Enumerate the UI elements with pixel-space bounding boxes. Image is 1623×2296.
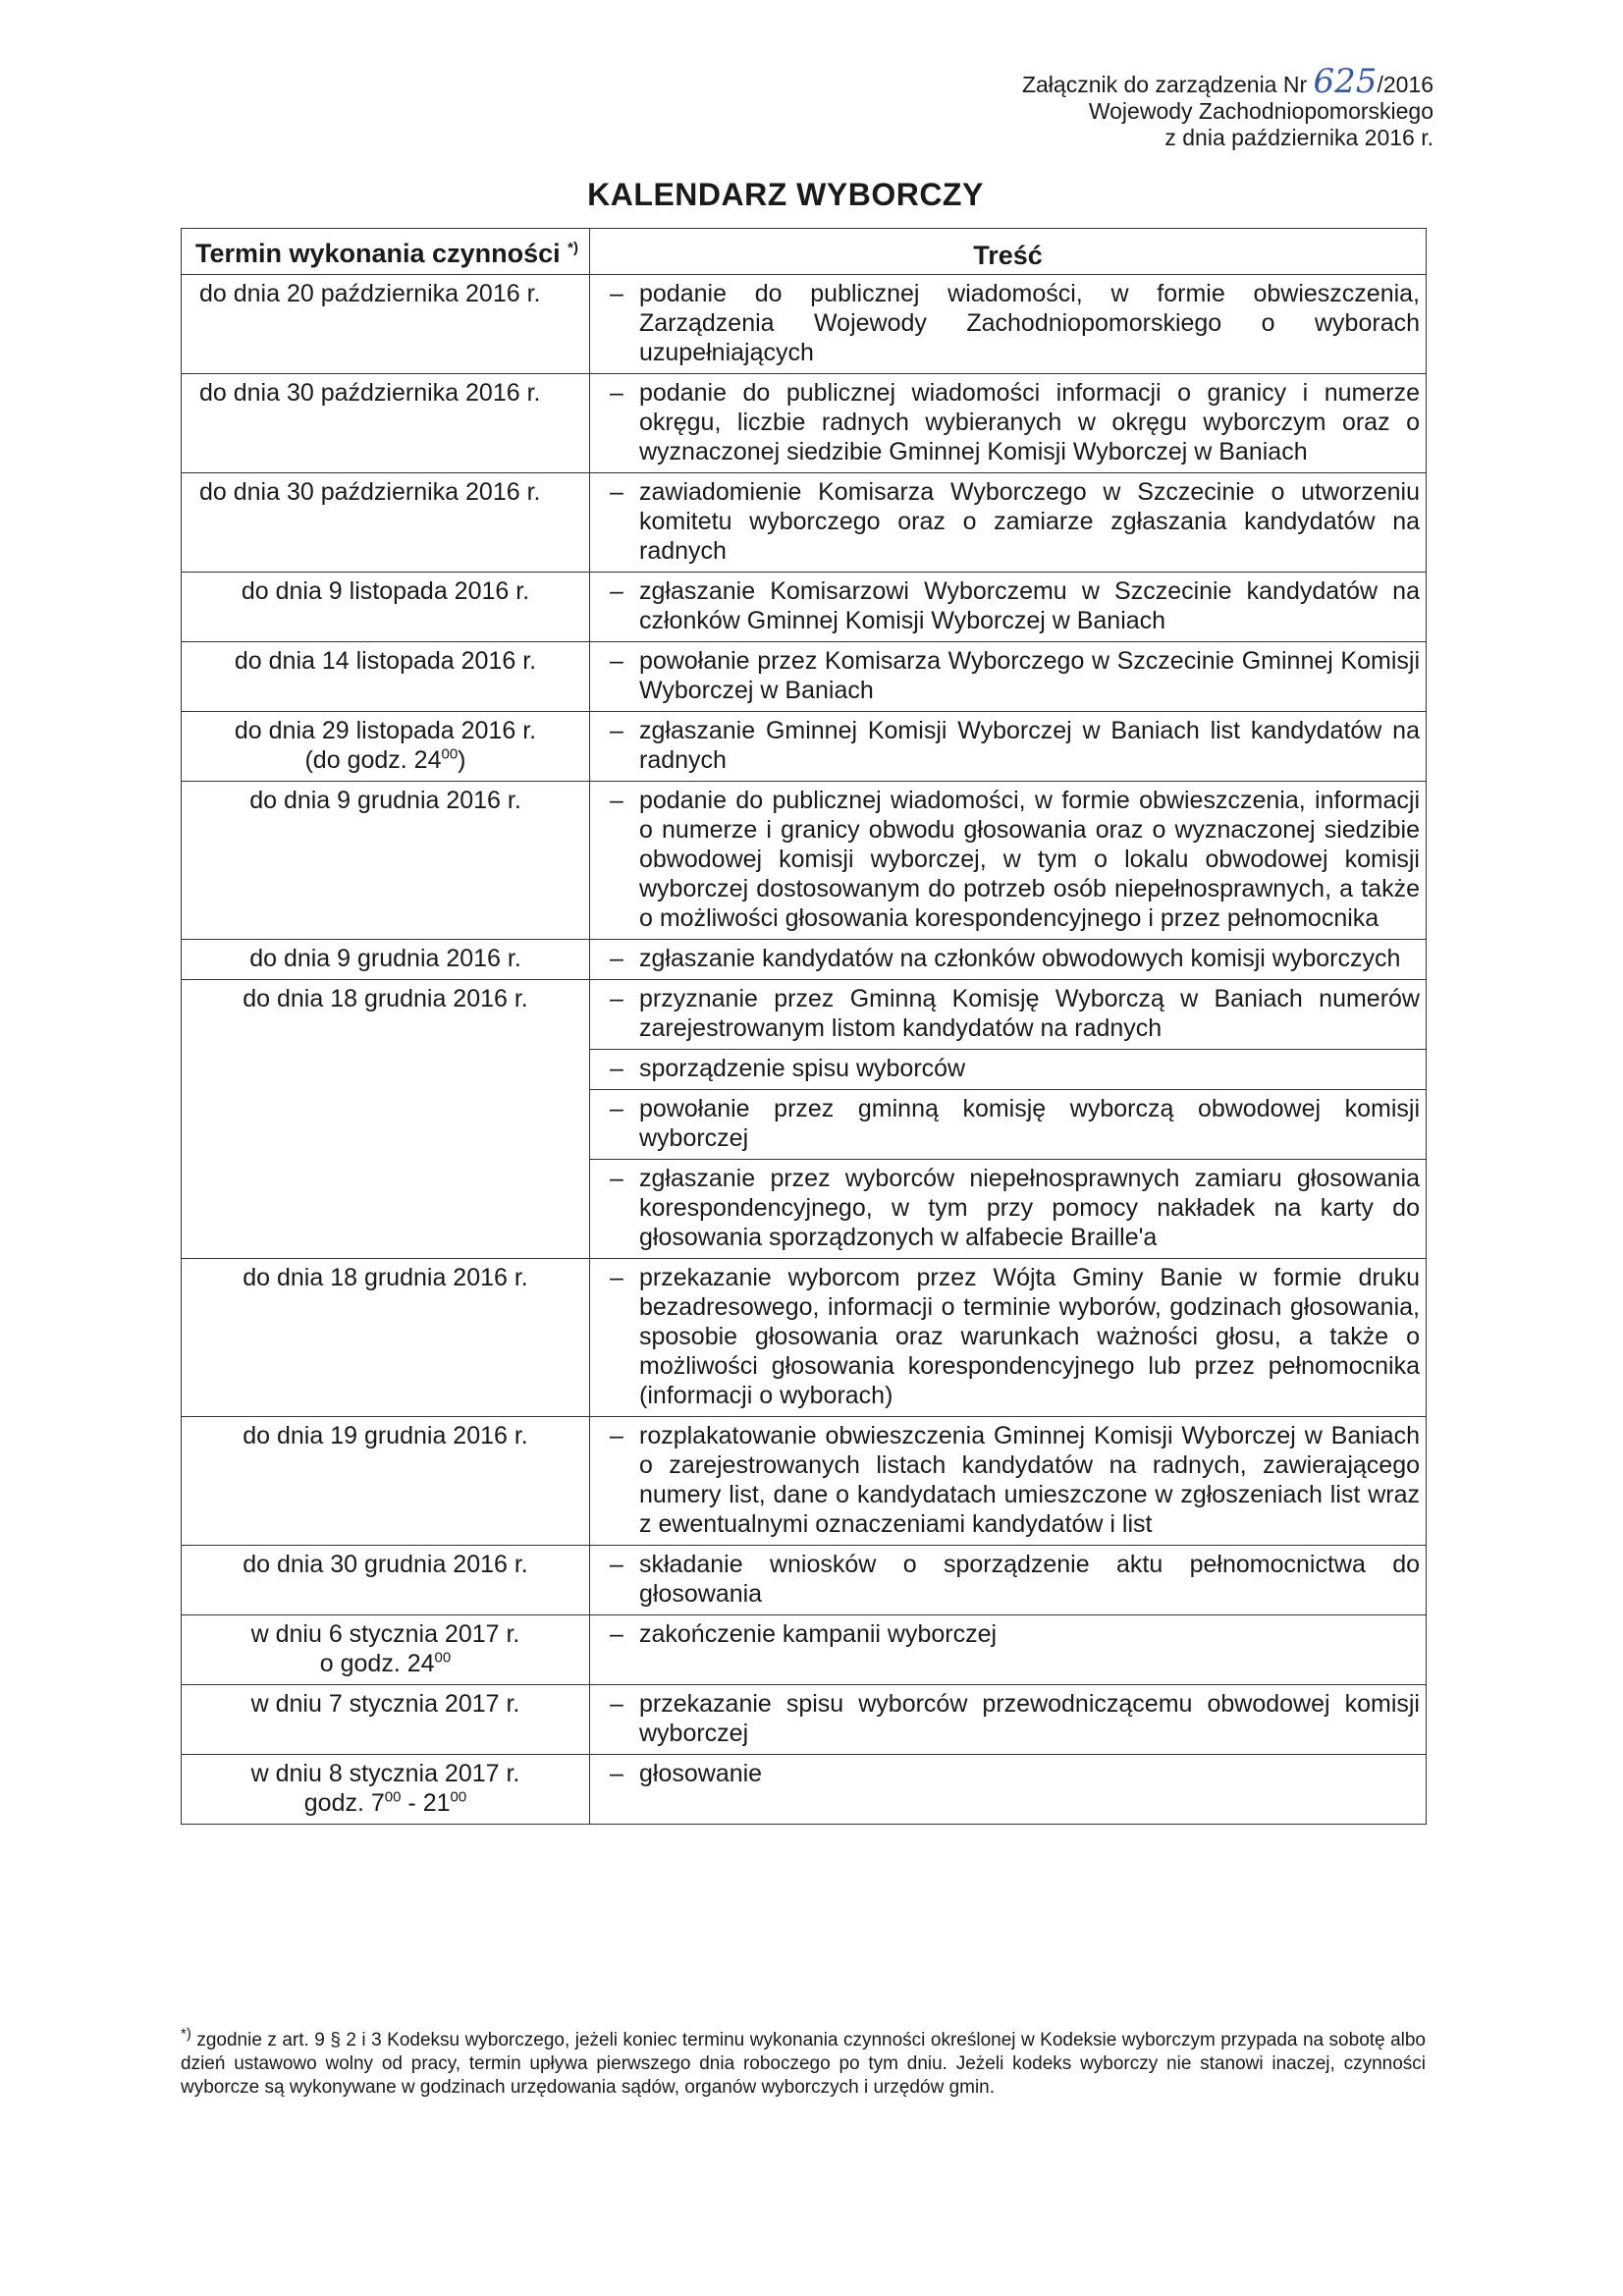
dash-bullet: – [610, 647, 623, 675]
list-item [610, 1094, 1420, 1153]
activity-text: zgłaszanie kandydatów na członków obwodowych komisji wyborczych [639, 945, 1401, 972]
content-cell [590, 782, 1427, 940]
content-cell [590, 1755, 1427, 1825]
footnote-marker: *) [568, 240, 578, 256]
content-cell [590, 573, 1427, 642]
term-date: w dniu 8 stycznia 2017 r. [250, 1760, 520, 1787]
term-date: do dnia 30 października 2016 r. [199, 478, 541, 506]
dash-bullet: – [610, 1264, 623, 1291]
content-cell [590, 712, 1427, 782]
dash-bullet: – [610, 280, 623, 307]
term-date: do dnia 9 grudnia 2016 r. [249, 787, 521, 814]
list-item [610, 378, 1420, 466]
column-header-content: Treść [590, 229, 1427, 275]
term-cell [182, 712, 590, 782]
activity-text: sporządzenie spisu wyborców [639, 1055, 966, 1082]
term-time-end: - 21 [401, 1789, 451, 1817]
activity-text: zakończenie kampanii wyborczej [639, 1620, 998, 1648]
column-header-term [182, 229, 590, 275]
table-row [182, 1615, 1427, 1685]
term-time-text: o godz. 24 [319, 1650, 435, 1677]
dash-bullet: – [610, 1690, 623, 1718]
content-cell [590, 980, 1427, 1050]
list-item [610, 1619, 1420, 1649]
activity-text: głosowanie [639, 1760, 763, 1787]
footnote [181, 2025, 1427, 2100]
dash-bullet: – [610, 577, 623, 605]
term-cell [182, 1417, 590, 1546]
activity-text: rozplakatowanie obwieszczenia Gminnej Komisji Wyborczej w Baniach o zarejestrowanych listach kandydatów na radnych, zawierającego numery list, dane o kandydatach umieszczone w zgłoszeniach list wraz z ewentualnymi oznaczeniami kandydatów i list [639, 1422, 1420, 1538]
term-cell [182, 782, 590, 940]
table-row [182, 1417, 1427, 1546]
term-cell [182, 473, 590, 573]
attachment-year: /2016 [1377, 72, 1434, 97]
content-cell [590, 940, 1427, 980]
dash-bullet: – [610, 1620, 623, 1648]
table-row [182, 473, 1427, 573]
term-cell [182, 573, 590, 642]
term-cell [182, 275, 590, 374]
activity-text: przekazanie spisu wyborców przewodniczącemu obwodowej komisji wyborczej [639, 1690, 1420, 1747]
list-item [610, 1263, 1420, 1410]
list-item [610, 1550, 1420, 1609]
term-cell [182, 980, 590, 1259]
table-row [182, 1546, 1427, 1615]
term-date: do dnia 29 listopada 2016 r. [234, 717, 537, 744]
activity-text: zawiadomienie Komisarza Wyborczego w Szczecinie o utworzeniu komitetu wyborczego oraz o zamiarze zgłaszania kandydatów na radnych [639, 478, 1420, 565]
content-cell [590, 1685, 1427, 1755]
table-row [182, 573, 1427, 642]
list-item [610, 984, 1420, 1043]
table-row [182, 1685, 1427, 1755]
dash-bullet: – [610, 945, 623, 972]
content-cell [590, 275, 1427, 374]
activity-text: składanie wniosków o sporządzenie aktu pełnomocnictwa do głosowania [639, 1551, 1420, 1608]
column-header-term-label: Termin wykonania czynności [195, 239, 561, 268]
dash-bullet: – [610, 717, 623, 744]
term-date: w dniu 6 stycznia 2017 r. [250, 1620, 520, 1648]
list-item [610, 279, 1420, 367]
dash-bullet: – [610, 787, 623, 814]
table-header-row [182, 229, 1427, 275]
content-cell [590, 1050, 1427, 1090]
list-item [610, 1164, 1420, 1252]
activity-text: zgłaszanie Komisarzowi Wyborczemu w Szczecinie kandydatów na członków Gminnej Komisji Wyborczej w Baniach [639, 577, 1420, 634]
table-row [182, 980, 1427, 1050]
list-item [610, 477, 1420, 566]
term-date: do dnia 20 października 2016 r. [199, 280, 541, 307]
term-cell [182, 1615, 590, 1685]
attachment-line-2: Wojewody Zachodniopomorskiego [1088, 98, 1434, 124]
term-time [189, 1788, 581, 1818]
table-row [182, 275, 1427, 374]
dash-bullet: – [610, 478, 623, 506]
term-time-minutes: 00 [434, 1649, 452, 1667]
list-item [610, 786, 1420, 933]
table-row [182, 374, 1427, 473]
content-cell [590, 642, 1427, 712]
dash-bullet: – [610, 1551, 623, 1578]
term-time-minutes: 00 [441, 745, 459, 763]
content-cell [590, 1160, 1427, 1259]
election-calendar-table [181, 228, 1427, 1825]
activity-text: zgłaszanie Gminnej Komisji Wyborczej w Baniach list kandydatów na radnych [639, 717, 1420, 774]
table-row [182, 940, 1427, 980]
term-time-minutes-end: 00 [450, 1788, 467, 1806]
activity-text: podanie do publicznej wiadomości, w formie obwieszczenia, informacji o numerze i granicy obwodu głosowania oraz o wyznaczonej siedzibie obwodowej komisji wyborczej, w tym o lokalu obwodowej komisji wyborczej dostosowanym do potrzeb osób niepełnosprawnych, a także o możliwości głosowania korespondencyjnego i przez pełnomocnika [639, 787, 1420, 932]
activity-text: przyznanie przez Gminną Komisję Wyborczą w Baniach numerów zarejestrowanym listom kandydatów na radnych [639, 985, 1420, 1042]
activity-text: podanie do publicznej wiadomości, w formie obwieszczenia, Zarządzenia Wojewody Zachodniopomorskiego o wyborach uzupełniających [639, 280, 1420, 366]
page-title: KALENDARZ WYBORCZY [587, 177, 984, 212]
term-time-minutes: 00 [384, 1788, 402, 1806]
term-date: do dnia 9 grudnia 2016 r. [249, 945, 521, 972]
content-cell [590, 1090, 1427, 1160]
table-body [182, 275, 1427, 1825]
term-time [189, 1649, 581, 1678]
table-row [182, 712, 1427, 782]
table-row [182, 782, 1427, 940]
list-item [610, 1421, 1420, 1539]
dash-bullet: – [610, 1055, 623, 1082]
activity-text: powołanie przez gminną komisję wyborczą obwodowej komisji wyborczej [639, 1095, 1420, 1152]
term-time-end: ) [458, 746, 466, 774]
attachment-prefix: Załącznik do zarządzenia Nr [1021, 72, 1308, 97]
term-cell [182, 374, 590, 473]
term-date: do dnia 30 grudnia 2016 r. [243, 1551, 528, 1578]
term-time-text: (do godz. 24 [304, 746, 442, 774]
term-cell [182, 1259, 590, 1417]
list-item [610, 716, 1420, 775]
table-row [182, 642, 1427, 712]
list-item [610, 576, 1420, 635]
term-cell [182, 1685, 590, 1755]
dash-bullet: – [610, 1095, 623, 1122]
handwritten-number: 625 [1313, 62, 1378, 101]
attachment-line-1 [1011, 62, 1434, 101]
list-item [610, 1689, 1420, 1748]
term-cell [182, 1546, 590, 1615]
term-date: w dniu 7 stycznia 2017 r. [250, 1690, 520, 1718]
list-item [610, 1054, 1420, 1083]
list-item [610, 1759, 1420, 1788]
term-date: do dnia 18 grudnia 2016 r. [243, 1264, 528, 1291]
dash-bullet: – [610, 379, 623, 407]
table-row [182, 1259, 1427, 1417]
activity-text: podanie do publicznej wiadomości informacji o granicy i numerze okręgu, liczbie radnych wybieranych w okręgu wyborczym oraz o wyznaczonej siedzibie Gminnej Komisji Wyborczej w Baniach [639, 379, 1420, 465]
content-cell [590, 473, 1427, 573]
term-cell [182, 642, 590, 712]
term-date: do dnia 30 października 2016 r. [199, 379, 541, 407]
activity-text: powołanie przez Komisarza Wyborczego w Szczecinie Gminnej Komisji Wyborczej w Baniach [639, 647, 1420, 704]
attachment-line-3: z dnia października 2016 r. [1164, 125, 1434, 150]
term-date: do dnia 9 listopada 2016 r. [241, 577, 530, 605]
list-item [610, 646, 1420, 705]
activity-text: zgłaszanie przez wyborców niepełnosprawnych zamiaru głosowania korespondencyjnego, w tym przy pomocy nakładek na karty do głosowania sporządzonych w alfabecie Braille'a [639, 1165, 1420, 1251]
term-cell [182, 1755, 590, 1825]
attachment-header [1011, 62, 1434, 151]
activity-text: przekazanie wyborcom przez Wójta Gminy Banie w formie druku bezadresowego, informacji o terminie wyborów, godzinach głosowania, sposobie głosowania oraz warunkach ważności głosu, a także o możliwości głosowania korespondencyjnego lub przez pełnomocnika (informacji o wyborach) [639, 1264, 1420, 1409]
dash-bullet: – [610, 1165, 623, 1192]
term-date: do dnia 18 grudnia 2016 r. [243, 985, 528, 1012]
content-cell [590, 1259, 1427, 1417]
footnote-text: zgodnie z art. 9 § 2 i 3 Kodeksu wyborczego, jeżeli koniec terminu wykonania czynności określonej w Kodeksie wyborczym przypada na sobotę albo dzień ustawowo wolny od pracy, termin upływa pierwszego dnia roboczego po tym dniu. Jeżeli kodeks wyborczy nie stanowi inaczej, czynności wyborcze są wykonywane w godzinach urzędowania sądów, organów wyborczych i urzędów gmin. [181, 2030, 1427, 2098]
dash-bullet: – [610, 985, 623, 1012]
term-cell [182, 940, 590, 980]
list-item [610, 944, 1420, 973]
dash-bullet: – [610, 1422, 623, 1449]
content-cell [590, 1417, 1427, 1546]
term-date: do dnia 19 grudnia 2016 r. [243, 1422, 528, 1449]
content-cell [590, 1546, 1427, 1615]
footnote-marker: *) [181, 2025, 191, 2043]
dash-bullet: – [610, 1760, 623, 1787]
table-row [182, 1755, 1427, 1825]
term-date: do dnia 14 listopada 2016 r. [234, 647, 537, 675]
content-cell [590, 1615, 1427, 1685]
term-time [189, 745, 581, 775]
content-cell [590, 374, 1427, 473]
term-time-text: godz. 7 [303, 1789, 385, 1817]
